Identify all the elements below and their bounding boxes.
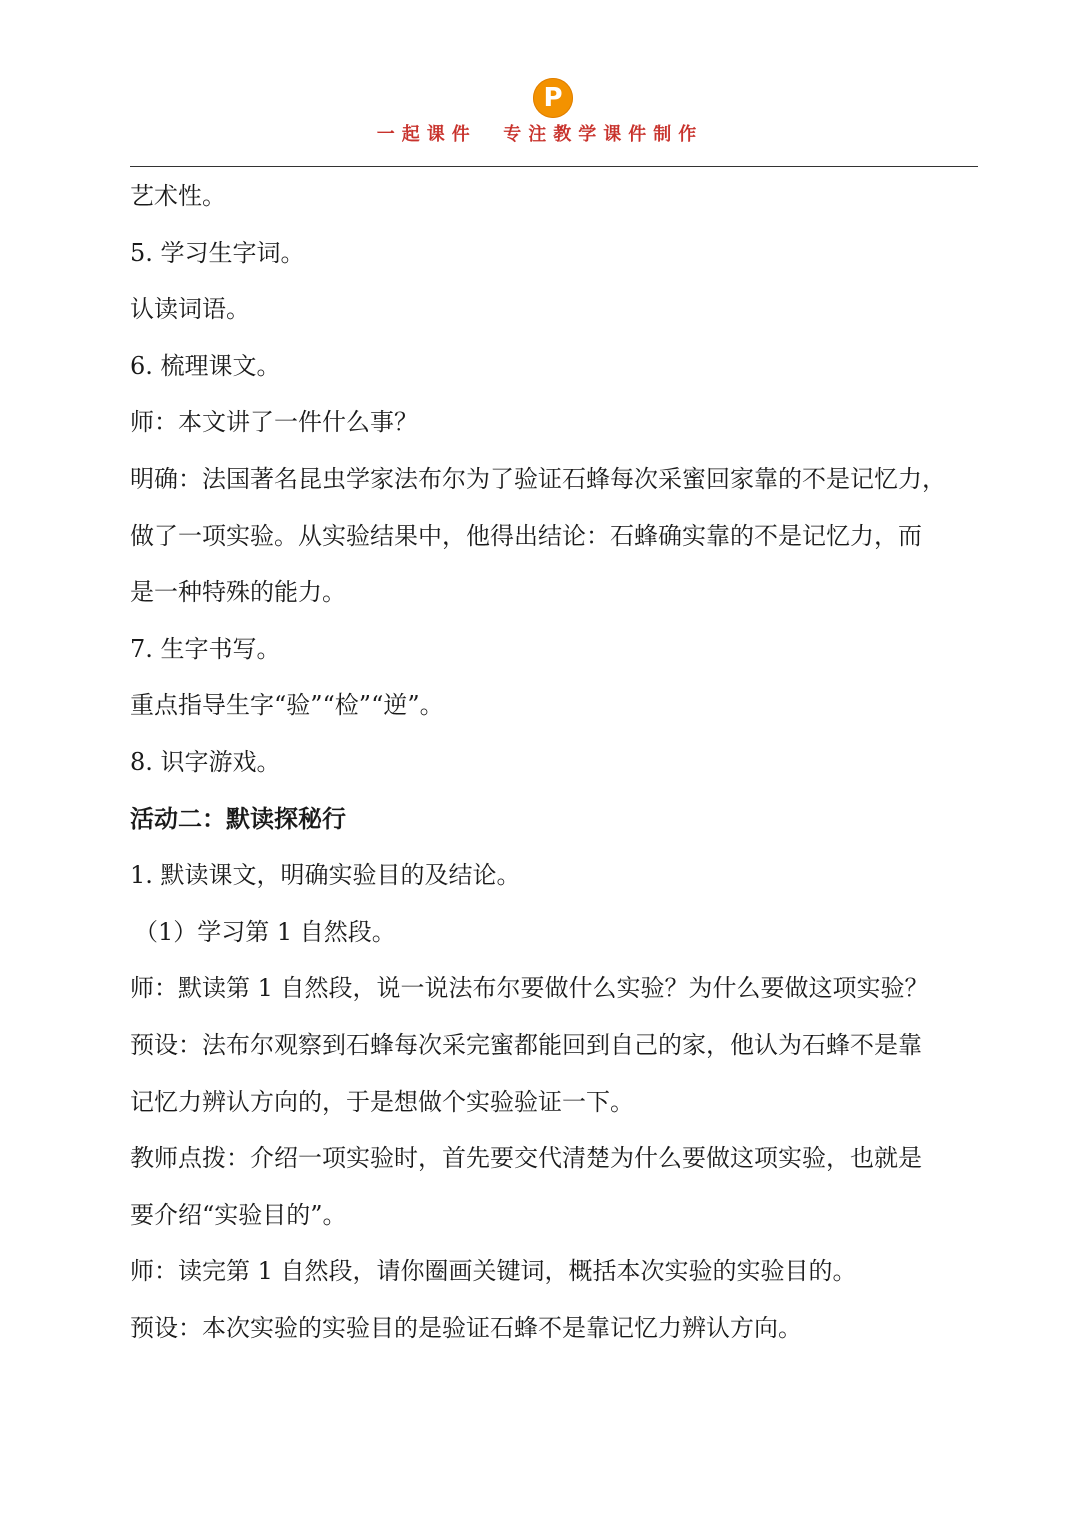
text-line: 预设：本次实验的实验目的是验证石蜂不是靠记忆力辨认方向。 <box>130 1313 802 1342</box>
text-line: 师：读完第 1 自然段，请你圈画关键词，概括本次实验的实验目的。 <box>130 1257 857 1286</box>
text-line: 教师点拨：介绍一项实验时，首先要交代清楚为什么要做这项实验，也就是 <box>130 1144 922 1173</box>
text-line: 要介绍“实验目的”。 <box>130 1200 347 1229</box>
section-heading: 5. 学习生字词。 <box>130 238 305 267</box>
text-line: 认读词语。 <box>130 295 250 324</box>
section-heading: 8. 识字游戏。 <box>130 747 281 776</box>
text-line: 师：默读第 1 自然段，说一说法布尔要做什么实验？为什么要做这项实验？ <box>130 974 929 1003</box>
header-divider <box>130 166 978 167</box>
text-line: 记忆力辨认方向的，于是想做个实验验证一下。 <box>130 1087 634 1116</box>
text-line: 预设：法布尔观察到石蜂每次采完蜜都能回到自己的家，他认为石蜂不是靠 <box>130 1030 922 1059</box>
logo-letter: P <box>543 83 563 113</box>
p-logo-icon <box>533 78 573 118</box>
section-heading: 7. 生字书写。 <box>130 634 281 663</box>
subsection-heading: （1）学习第 1 自然段。 <box>134 917 396 946</box>
document-body <box>130 168 978 1356</box>
text-line: 明确：法国著名昆虫学家法布尔为了验证石蜂每次采蜜回家靠的不是记忆力， <box>130 464 946 493</box>
header-tagline: 一起课件 专注教学课件制作 <box>376 124 704 145</box>
section-heading: 6. 梳理课文。 <box>130 351 281 380</box>
text-line: 是一种特殊的能力。 <box>130 578 346 607</box>
text-line: 师：本文讲了一件什么事？ <box>130 408 418 437</box>
text-line: 做了一项实验。从实验结果中，他得出结论：石蜂确实靠的不是记忆力，而 <box>130 521 922 550</box>
activity-heading: 活动二：默读探秘行 <box>130 803 346 833</box>
text-line: 重点指导生字“验”“检”“逆”。 <box>130 691 444 720</box>
text-line: 艺术性。 <box>130 182 226 210</box>
page-header <box>0 0 1080 170</box>
section-heading: 1. 默读课文，明确实验目的及结论。 <box>130 861 521 890</box>
